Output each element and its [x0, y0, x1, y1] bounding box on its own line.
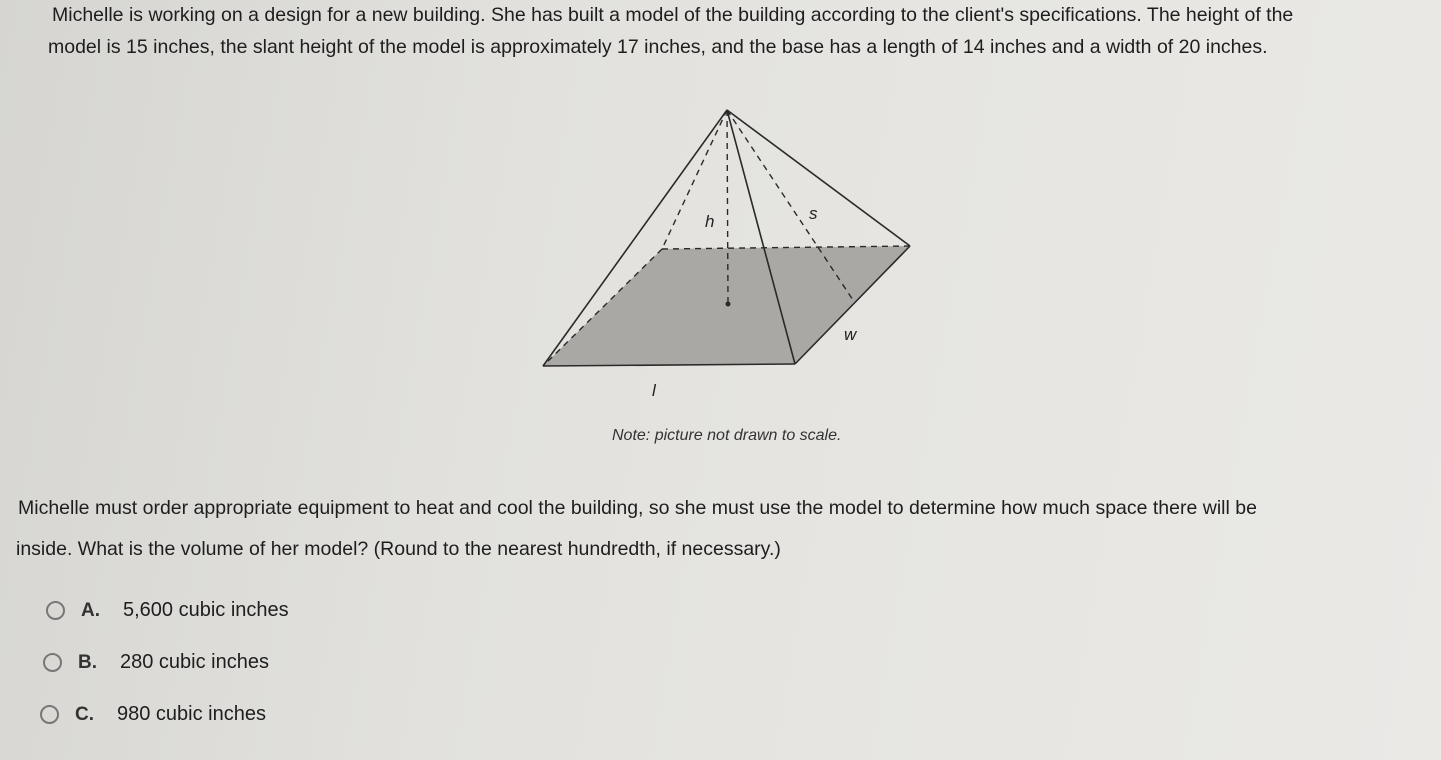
option-letter: C.: [75, 703, 94, 725]
option-c[interactable]: [40, 703, 266, 726]
option-letter: B.: [78, 651, 97, 673]
label-w: w: [844, 325, 857, 344]
label-l: l: [652, 381, 656, 400]
radio-button-b[interactable]: [43, 653, 62, 672]
figure-note: Note: picture not drawn to scale.: [612, 427, 842, 444]
question-intro-line-2: model is 15 inches, the slant height of the model is approximately 17 inches, and the base has a length of 14 inches and a width of 20 inches.: [48, 36, 1268, 58]
edge-back-left: [662, 110, 727, 249]
option-text: 280 cubic inches: [120, 651, 269, 673]
label-h: h: [705, 212, 715, 231]
radio-button-a[interactable]: [46, 601, 65, 620]
question-intro-line-1: Michelle is working on a design for a new building. She has built a model of the building according to the client's specifications. The height of the: [52, 4, 1294, 26]
edge-back-right: [727, 110, 910, 246]
base-center-point: [726, 302, 731, 307]
option-b[interactable]: [43, 651, 269, 674]
option-text: 980 cubic inches: [117, 703, 266, 725]
question-prompt-line-2: inside. What is the volume of her model? (Round to the nearest hundredth, if necessary.): [16, 538, 781, 560]
question-prompt-line-1: Michelle must order appropriate equipment to heat and cool the building, so she must use the model to determine how much space there will be: [18, 497, 1257, 519]
option-text: 5,600 cubic inches: [123, 599, 289, 621]
option-letter: A.: [81, 599, 100, 621]
radio-button-c[interactable]: [40, 705, 59, 724]
label-s: s: [809, 204, 818, 223]
option-a[interactable]: [46, 599, 289, 622]
